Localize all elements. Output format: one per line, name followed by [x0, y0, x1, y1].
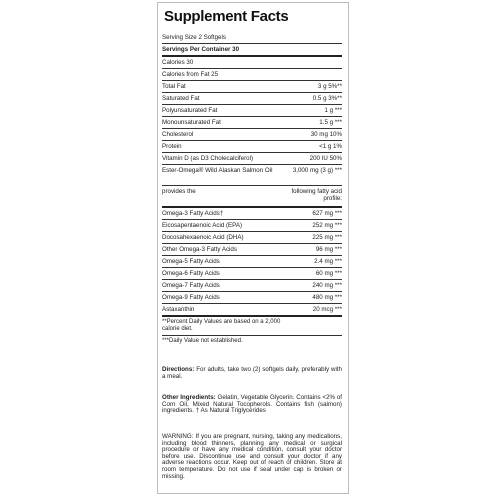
table-row	[162, 164, 342, 185]
directions-label: Directions:	[162, 366, 195, 373]
row-value: <1 g 1%	[319, 143, 342, 150]
row-value: 225 mg ***	[312, 234, 342, 241]
table-row	[162, 291, 342, 303]
table-row	[162, 219, 342, 231]
row-value: 1.5 g ***	[319, 119, 342, 126]
row-label: provides the	[162, 188, 196, 195]
serving-size: Serving Size 2 Softgels	[162, 34, 226, 41]
table-row	[162, 128, 342, 140]
row-value: 3,000 mg (3 g) ***	[292, 167, 342, 174]
row-label: Calories 30	[162, 59, 194, 66]
row-label: Astaxanthin	[162, 306, 195, 313]
row-label: Vitamin D (as D3 Cholecalciferol)	[162, 155, 254, 162]
row-value: 627 mg ***	[312, 210, 342, 217]
table-row	[162, 279, 342, 291]
row-value: 96 mg ***	[315, 246, 342, 253]
row-label: Cholesterol	[162, 131, 194, 138]
table-row	[162, 104, 342, 116]
row-label: Docosahexaenoic Acid (DHA)	[162, 234, 244, 241]
warning-text: WARNING: If you are pregnant, nursing, taking any medications, including blood thinners, planning any medical or surgical procedure or have any medical condition, consult your doctor before use. Discontinue use and consult your doctor if any adverse reactions occur. Keep out of reach of children. Store at room temperature. Do not use if seal under cap is broken or missing.	[162, 433, 342, 480]
table-row	[162, 92, 342, 104]
table-row	[162, 152, 342, 164]
directions	[162, 367, 342, 380]
row-value: 3 g 5%**	[317, 83, 342, 90]
row-label: Total Fat	[162, 83, 186, 90]
row-label: Protein	[162, 143, 182, 150]
table-row	[162, 140, 342, 152]
row-label: Saturated Fat	[162, 95, 200, 102]
row-value: 20 mcg ***	[312, 306, 342, 313]
table-row	[162, 80, 342, 92]
row-value: 480 mg ***	[312, 294, 342, 301]
panel-title: Supplement Facts	[164, 8, 289, 25]
ingredients-label: Other Ingredients:	[162, 394, 216, 401]
row-value: 30 mg 10%	[310, 131, 342, 138]
table-row	[162, 68, 342, 80]
ingredients-text: Gelatin, Vegetable Glycerin. Contains <2% of Corn Oil, Mixed Natural Tocopherols. Contains fish (salmon) ingredients. † As Natural Triglycerides	[162, 394, 342, 415]
table-row	[162, 267, 342, 279]
row-value: 200 IU 50%	[309, 155, 342, 162]
fatty-acid-rows	[162, 206, 342, 315]
table-row	[162, 185, 342, 206]
footnote-percent-dv: **Percent Daily Values are based on a 2,000 calorie diet.	[162, 315, 342, 335]
row-label: Omega-6 Fatty Acids	[162, 270, 220, 277]
table-row	[162, 116, 342, 128]
other-ingredients	[162, 395, 342, 415]
row-label: Monounsaturated Fat	[162, 119, 221, 126]
table-row	[162, 243, 342, 255]
row-value: 252 mg ***	[312, 222, 342, 229]
row-value: 1 g ***	[324, 107, 342, 114]
row-label: Omega-3 Fatty Acids†	[162, 210, 224, 217]
row-label: Omega-9 Fatty Acids	[162, 294, 220, 301]
table-row	[162, 55, 342, 68]
row-label: Omega-5 Fatty Acids	[162, 258, 220, 265]
nutrient-rows	[162, 55, 342, 206]
warning	[162, 434, 342, 480]
servings-per-container: Servings Per Container 30	[162, 43, 342, 55]
row-value: 240 mg ***	[312, 282, 342, 289]
row-value: 2.4 mg ***	[314, 258, 342, 265]
row-label: Eicosapentaenoic Acid (EPA)	[162, 222, 243, 229]
table-row	[162, 303, 342, 315]
row-label: Other Omega-3 Fatty Acids	[162, 246, 237, 253]
row-label: Ester-Omega® Wild Alaskan Salmon Oil	[162, 167, 273, 174]
table-row	[162, 206, 342, 219]
row-value: 0.5 g 3%**	[312, 95, 342, 102]
directions-text: For adults, take two (2) softgels daily, preferably with a meal.	[162, 366, 342, 380]
table-row	[162, 231, 342, 243]
row-value: following fatty acid profile:	[291, 188, 342, 202]
footnote-dv-not-established: ***Daily Value not established.	[162, 335, 342, 347]
facts-table	[162, 32, 342, 347]
row-label: Calories from Fat 25	[162, 71, 219, 78]
row-label: Omega-7 Fatty Acids	[162, 282, 220, 289]
row-label: Polyunsaturated Fat	[162, 107, 218, 114]
row-value: 60 mg ***	[315, 270, 342, 277]
table-row	[162, 255, 342, 267]
supplement-facts-panel	[157, 2, 349, 494]
